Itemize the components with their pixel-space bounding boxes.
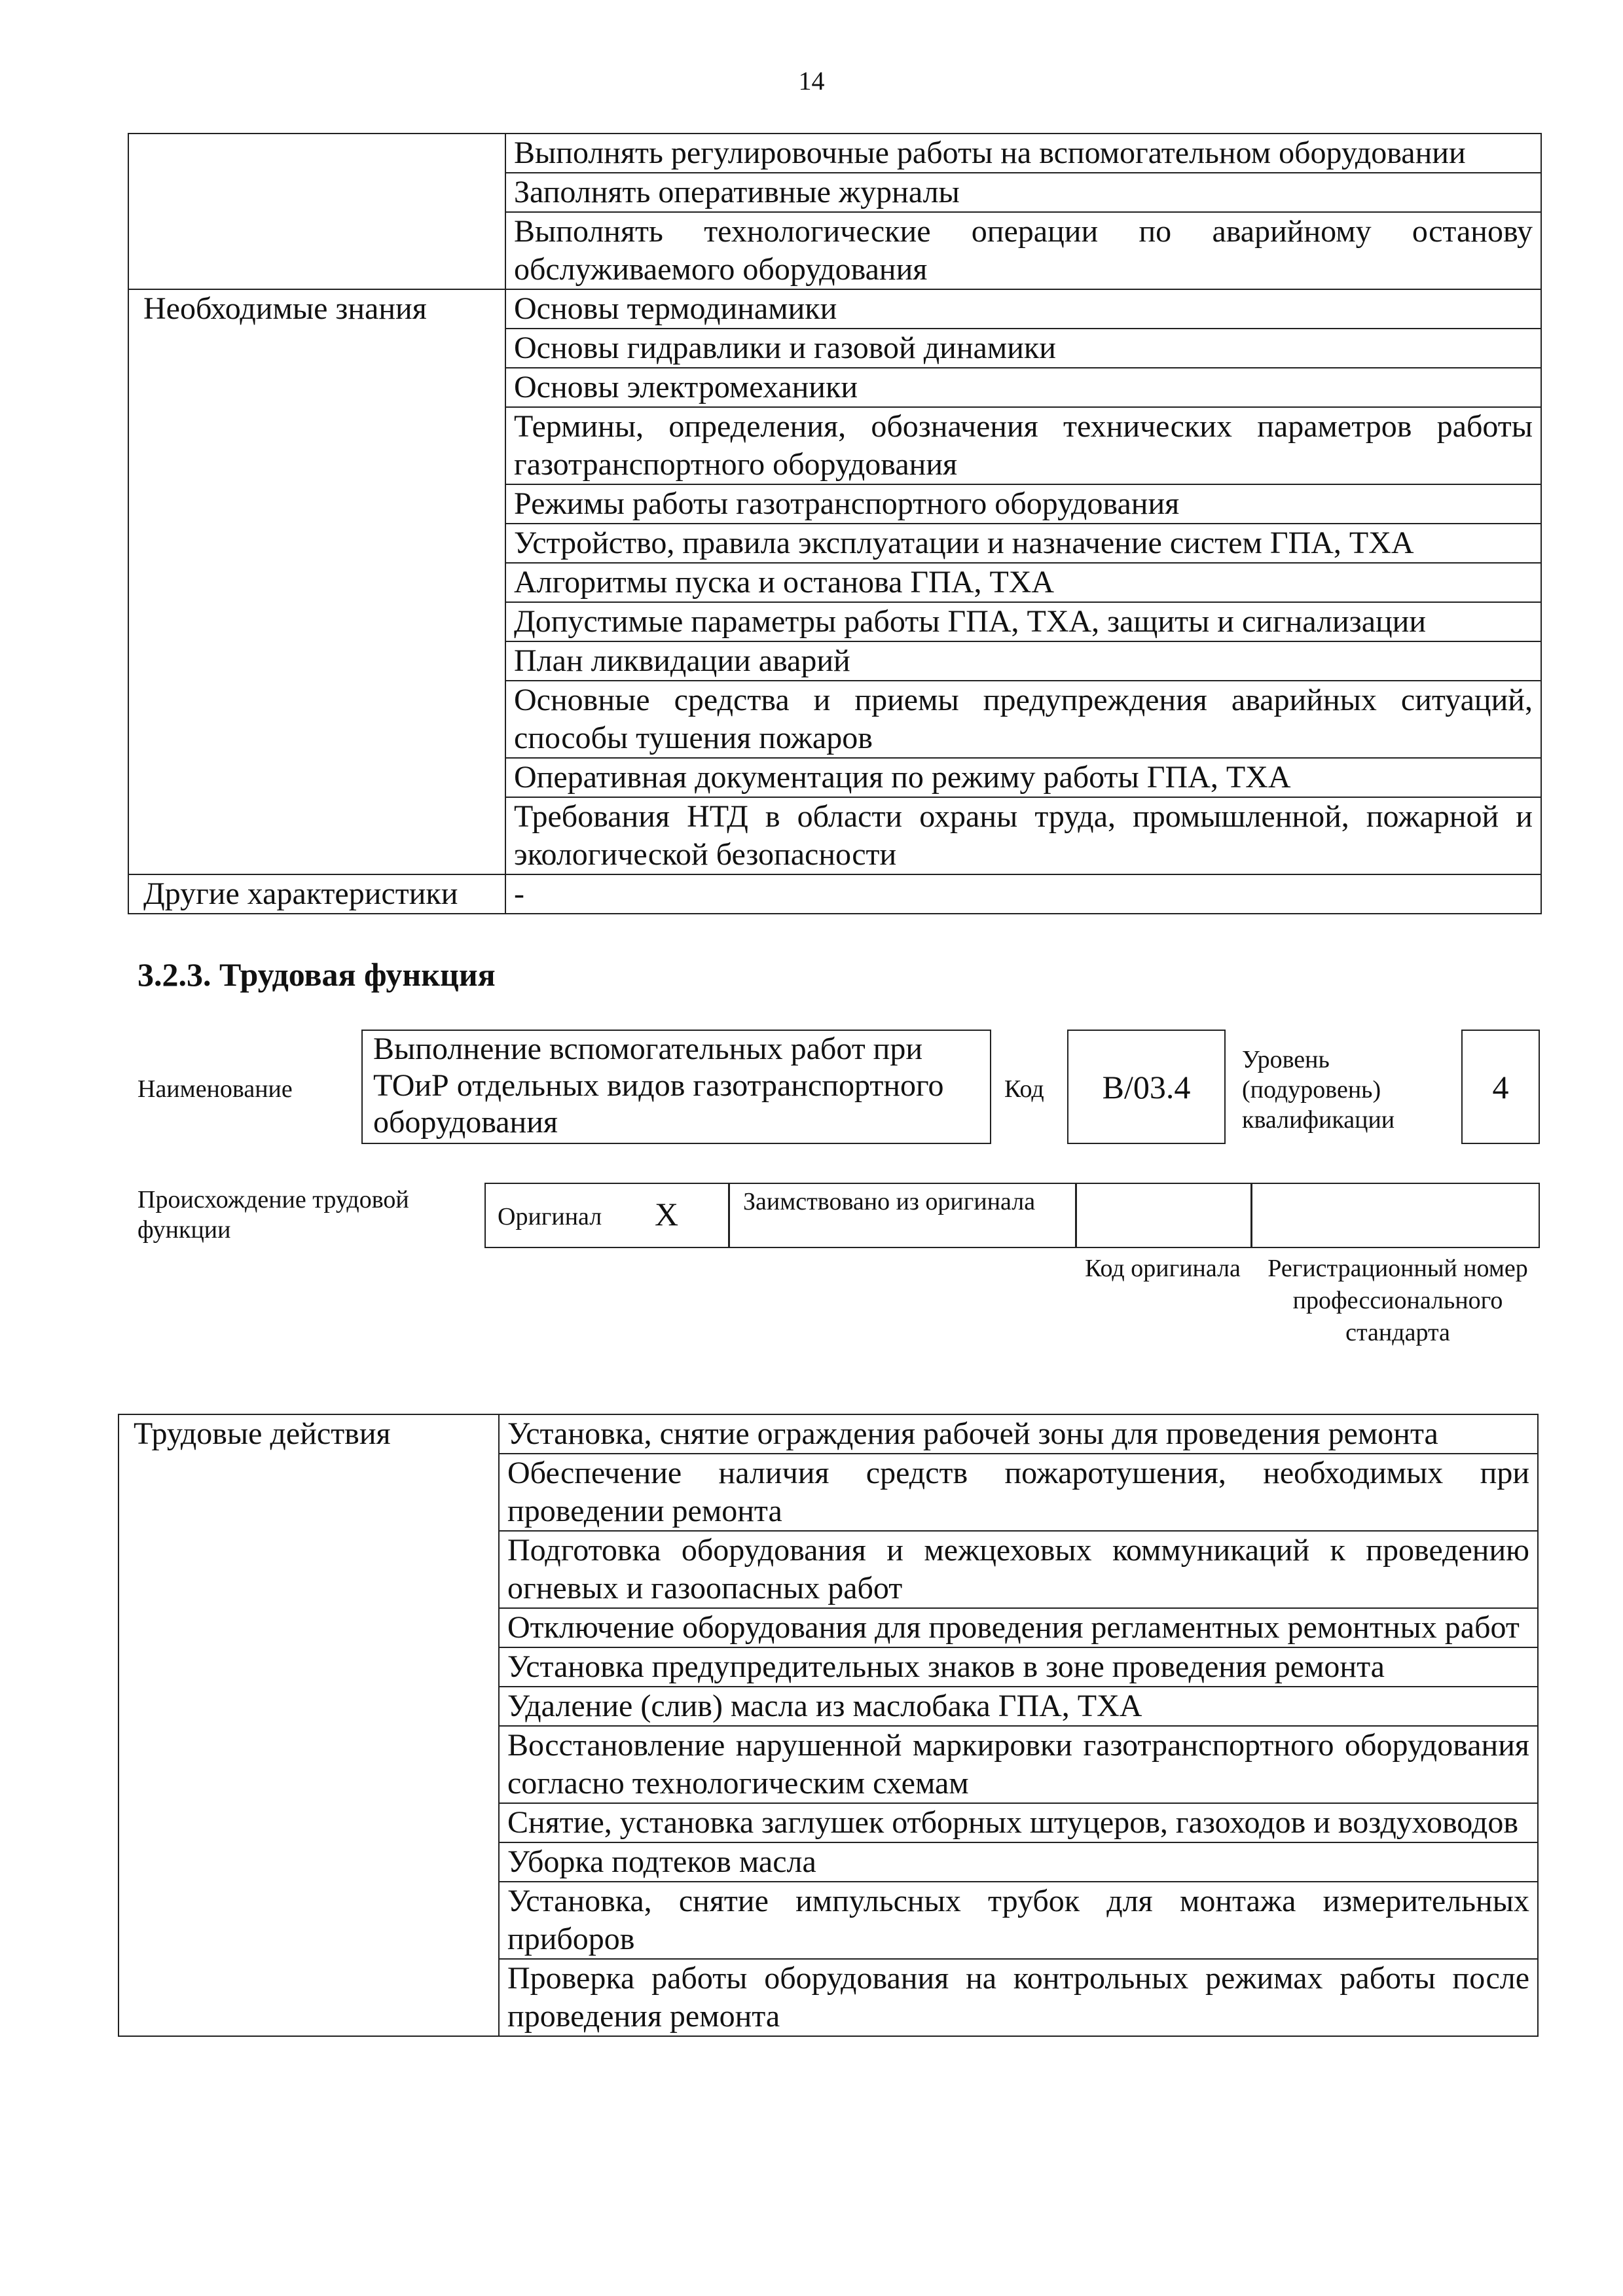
borrowed-label: Заимствовано из оригинала	[743, 1188, 1036, 1215]
knowledge-item: Устройство, правила эксплуатации и назначение систем ГПА, ТХА	[505, 524, 1541, 563]
labor-actions-table	[118, 1414, 1539, 2037]
level-box	[1461, 1030, 1540, 1144]
code-box	[1067, 1030, 1226, 1144]
other-characteristics-label: Другие характеристики	[128, 874, 505, 914]
knowledge-item: Режимы работы газотранспортного оборудования	[505, 484, 1541, 524]
level-value: 4	[1492, 1068, 1509, 1105]
code-value: В/03.4	[1102, 1068, 1191, 1105]
knowledge-item: Термины, определения, обозначения технических параметров работы газотранспортного оборудования	[505, 407, 1541, 484]
labor-actions-label: Трудовые действия	[119, 1414, 499, 2036]
page-number: 14	[798, 66, 825, 96]
other-characteristics-value: -	[505, 874, 1541, 914]
original-mark: X	[655, 1196, 679, 1232]
original-label: Оригинал	[498, 1203, 602, 1230]
function-name-value: Выполнение вспомогательных работ при ТОиР отдельных видов газотранспортного оборудования	[373, 1031, 944, 1139]
section-heading: 3.2.3. Трудовая функция	[137, 956, 496, 993]
labor-action-item: Восстановление нарушенной маркировки газотранспортного оборудования согласно технологическим схемам	[499, 1726, 1538, 1803]
table-row	[119, 1414, 1538, 1454]
labor-action-item: Уборка подтеков масла	[499, 1842, 1538, 1882]
knowledge-item: Оперативная документация по режиму работы ГПА, ТХА	[505, 758, 1541, 797]
knowledge-item: Основы термодинамики	[505, 289, 1541, 329]
labor-action-item: Установка, снятие ограждения рабочей зоны для проведения ремонта	[499, 1414, 1538, 1454]
table-row	[128, 874, 1541, 914]
labor-action-item: Обеспечение наличия средств пожаротушения, необходимых при проведении ремонта	[499, 1454, 1538, 1531]
knowledge-item: Основные средства и приемы предупреждения аварийных ситуаций, способы тушения пожаров	[505, 681, 1541, 758]
labor-action-item: Снятие, установка заглушек отборных штуцеров, газоходов и воздуховодов	[499, 1803, 1538, 1842]
knowledge-item: Допустимые параметры работы ГПА, ТХА, защиты и сигнализации	[505, 602, 1541, 641]
knowledge-item: Требования НТД в области охраны труда, промышленной, пожарной и экологической безопасности	[505, 797, 1541, 874]
knowledge-item: Основы электромеханики	[505, 368, 1541, 407]
skill-item: Выполнять регулировочные работы на вспомогательном оборудовании	[505, 134, 1541, 173]
skill-item: Выполнять технологические операции по аварийному останову обслуживаемого оборудования	[505, 212, 1541, 289]
skill-item: Заполнять оперативные журналы	[505, 173, 1541, 212]
skills-label-cell	[128, 134, 505, 289]
origin-divider	[728, 1183, 730, 1248]
name-label: Наименование	[137, 1075, 293, 1103]
origin-divider	[1250, 1183, 1252, 1248]
knowledge-item: Основы гидравлики и газовой динамики	[505, 329, 1541, 368]
labor-action-item: Подготовка оборудования и межцеховых коммуникаций к проведению огневых и газоопасных работ	[499, 1531, 1538, 1608]
knowledge-label: Необходимые знания	[128, 289, 505, 874]
knowledge-item: Алгоритмы пуска и останова ГПА, ТХА	[505, 563, 1541, 602]
table-row	[128, 289, 1541, 329]
function-name-box	[361, 1030, 991, 1144]
level-label: Уровень (подуровень) квалификации	[1242, 1046, 1395, 1134]
knowledge-table	[128, 133, 1542, 914]
origin-divider	[1075, 1183, 1077, 1248]
reg-number-caption: Регистрационный номер профессионального стандарта	[1267, 1255, 1528, 1346]
origin-label: Происхождение трудовой функции	[137, 1186, 409, 1244]
table-row	[128, 134, 1541, 173]
labor-action-item: Установка, снятие импульсных трубок для монтажа измерительных приборов	[499, 1882, 1538, 1959]
code-original-caption: Код оригинала	[1085, 1255, 1241, 1282]
labor-action-item: Проверка работы оборудования на контрольных режимах работы после проведения ремонта	[499, 1959, 1538, 2036]
knowledge-item: План ликвидации аварий	[505, 641, 1541, 681]
labor-action-item: Установка предупредительных знаков в зоне проведения ремонта	[499, 1647, 1538, 1687]
code-label: Код	[1004, 1075, 1044, 1103]
labor-action-item: Отключение оборудования для проведения регламентных ремонтных работ	[499, 1608, 1538, 1647]
labor-action-item: Удаление (слив) масла из маслобака ГПА, ТХА	[499, 1687, 1538, 1726]
